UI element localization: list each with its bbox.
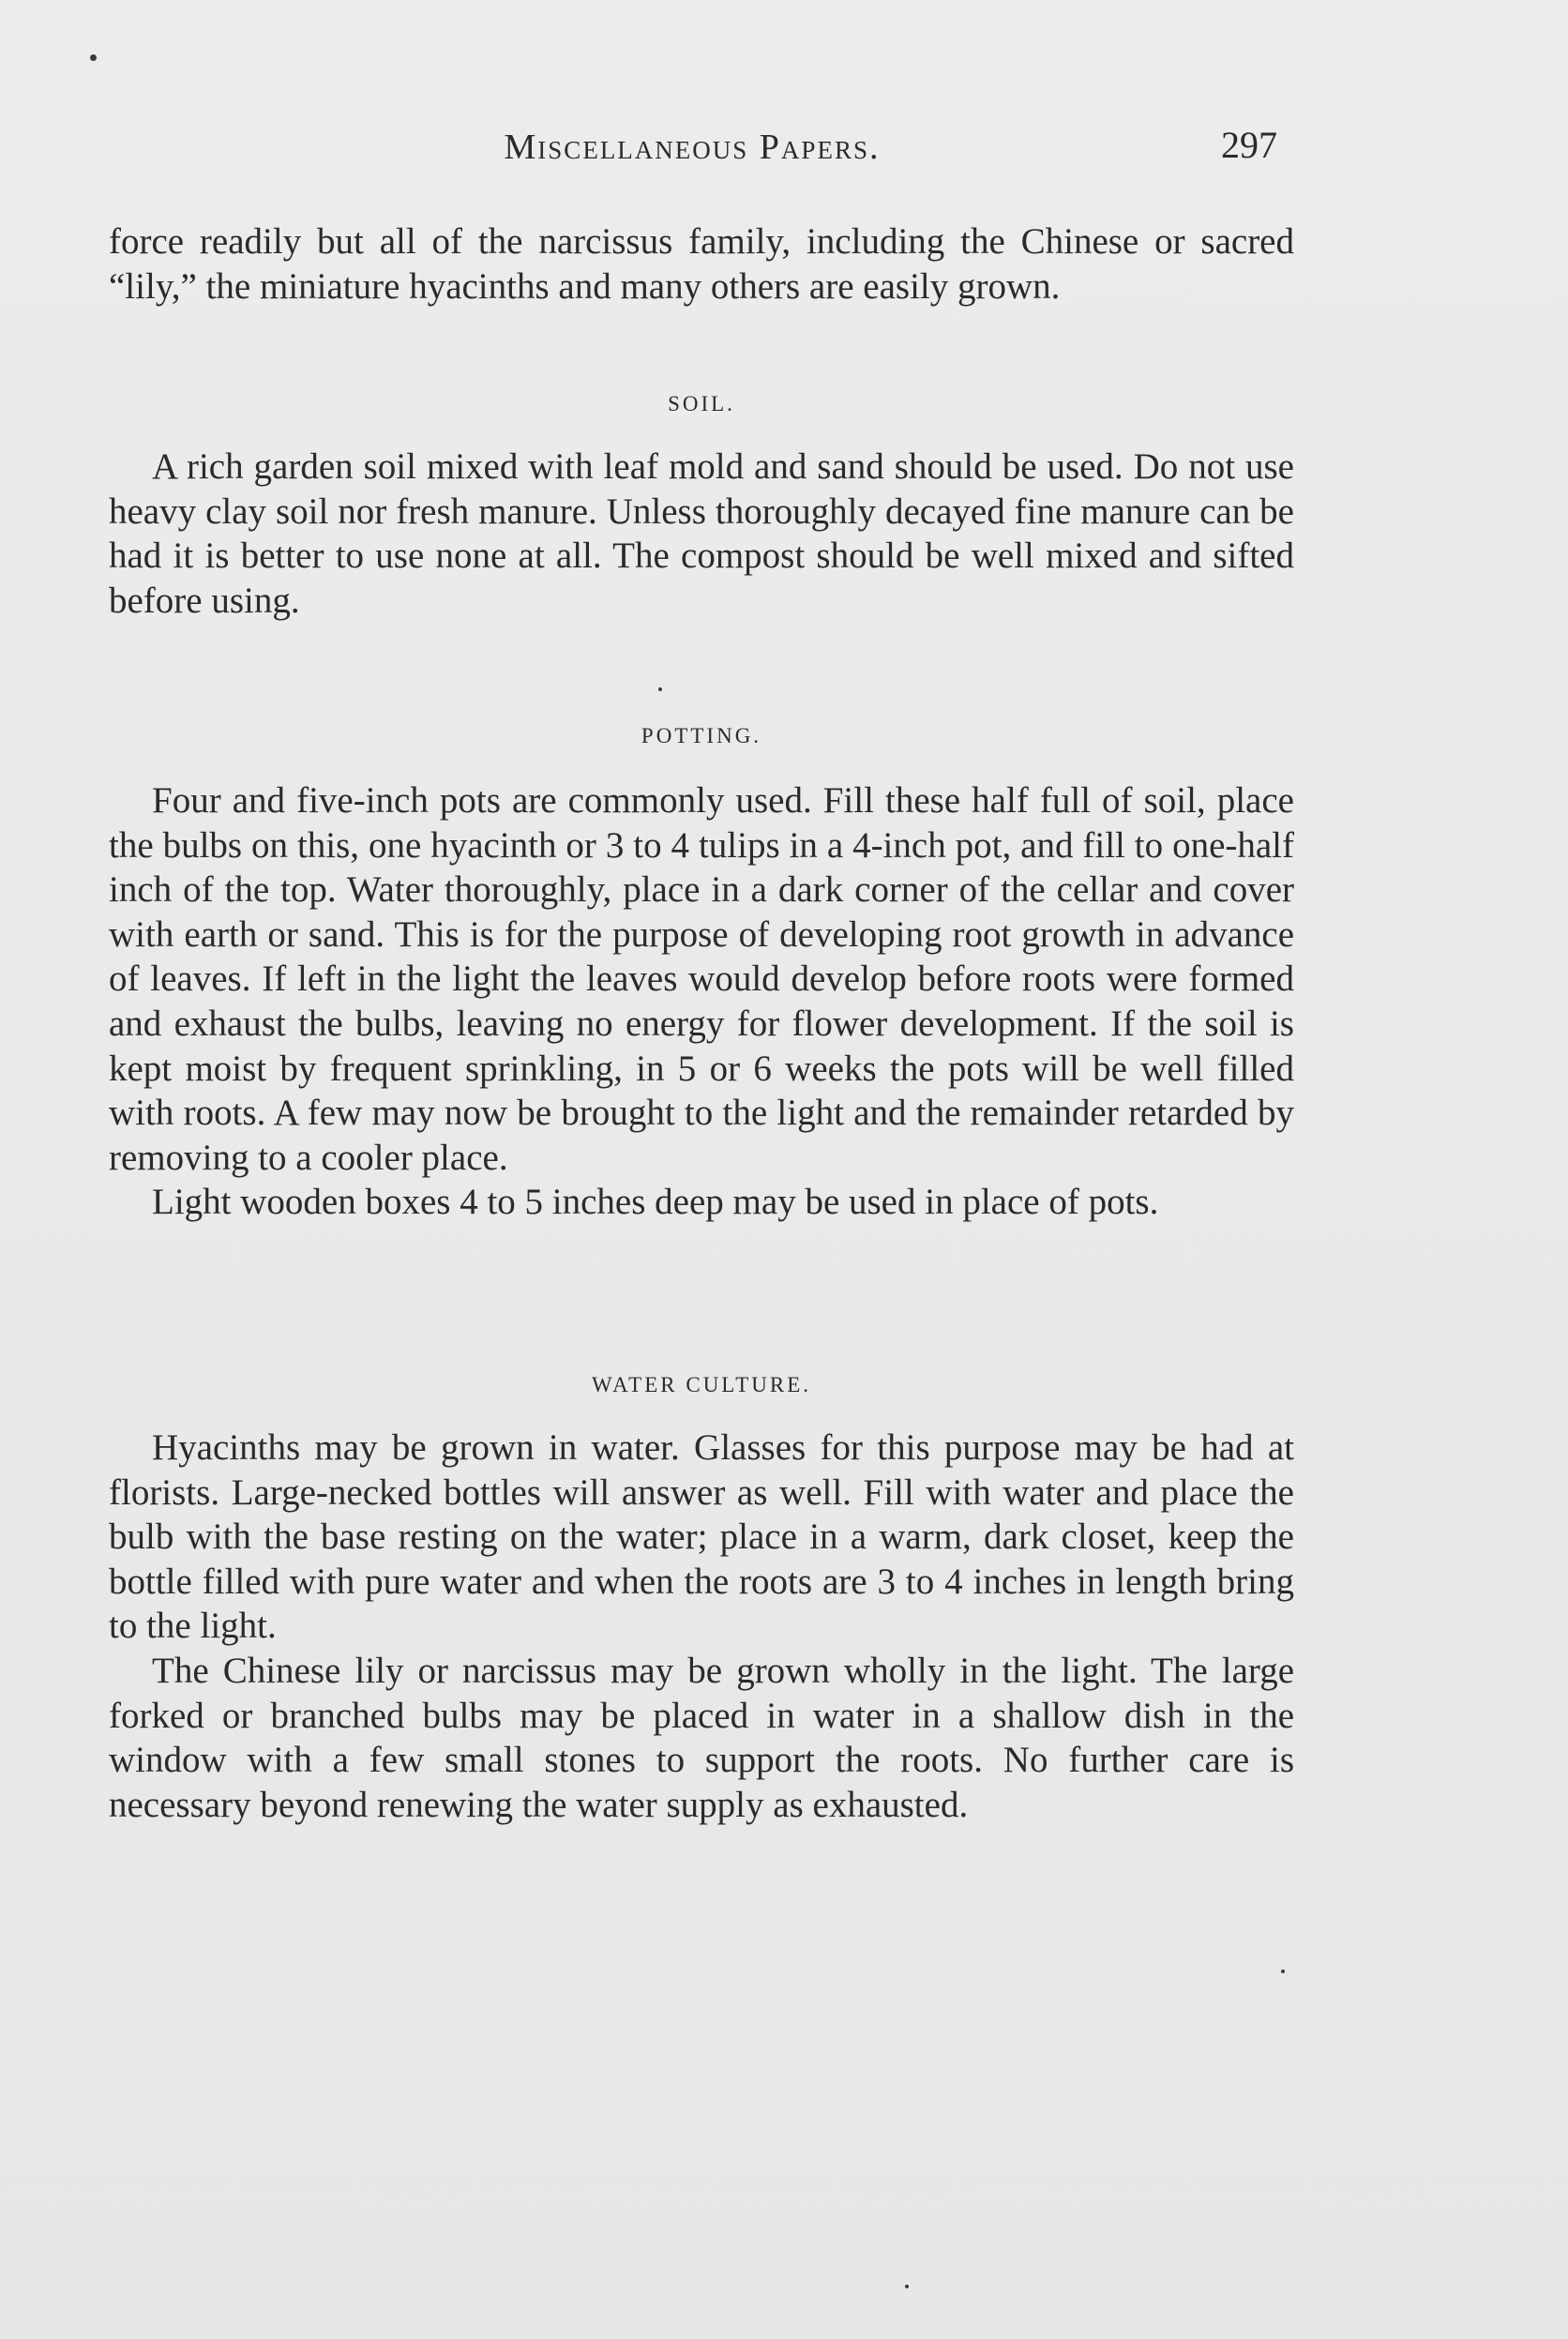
intro-block — [109, 219, 1294, 309]
water-culture-paragraph-2: The Chinese lily or narcissus may be grown wholly in the light. The large forked or branched bulbs may be placed in water in a shallow dish in the window with a few small stones to support the roots. No further care is necessary beyond renewing the water supply as exhausted. — [109, 1650, 1294, 1825]
soil-paragraph: A rich garden soil mixed with leaf mold and sand should be used. Do not use heavy clay soil nor fresh manure. Unless thoroughly decayed fine manure can be had it is better to use none at all. The compost should be well mixed and sifted before using. — [109, 446, 1294, 621]
print-speck — [90, 54, 97, 61]
running-title: Miscellaneous Papers. — [504, 128, 881, 167]
print-speck — [658, 687, 662, 691]
section-heading-water-culture: WATER CULTURE. — [591, 1373, 812, 1396]
print-speck — [905, 2285, 909, 2288]
water-culture-paragraph-1: Hyacinths may be grown in water. Glasses for this purpose may be had at florists. Large-necked bottles will answer as well. Fill with water and place the bulb with the base resting on the water; place in a warm, dark closet, keep the bottle filled with pure water and when the roots are 3 to 4 inches in length bring to the light. — [109, 1427, 1294, 1647]
print-speck — [1281, 1969, 1285, 1973]
section-heading-soil: SOIL. — [668, 392, 735, 415]
potting-paragraph-1: Four and five-inch pots are commonly used. Fill these half full of soil, place the bulbs on this, one hyacinth or 3 to 4 tulips in a 4-inch pot, and fill to one-half inch of the top. Water thoroughly, place in a dark corner of the cellar and cover with earth or sand. This is for the purpose of developing root growth in advance of leaves. If left in the light the leaves would develop before roots were formed and exhaust the bulbs, leaving no energy for flower development. If the soil is kept moist by frequent sprinkling, in 5 or 6 weeks the pots will be well filled with roots. A few may now be brought to the light and the remainder retarded by removing to a cooler place. — [109, 780, 1294, 1178]
intro-paragraph: force readily but all of the narcissus family, including the Chinese or sacred “lily,” the miniature hyacinths and many others are easily grown. — [109, 221, 1294, 307]
water-culture-block — [109, 1426, 1294, 1827]
page-header — [111, 124, 1277, 183]
potting-block — [109, 778, 1294, 1225]
soil-block — [109, 445, 1294, 623]
page-number: 297 — [1221, 124, 1277, 166]
potting-paragraph-2: Light wooden boxes 4 to 5 inches deep may be used in place of pots. — [152, 1182, 1159, 1223]
section-heading-potting: POTTING. — [641, 724, 762, 747]
